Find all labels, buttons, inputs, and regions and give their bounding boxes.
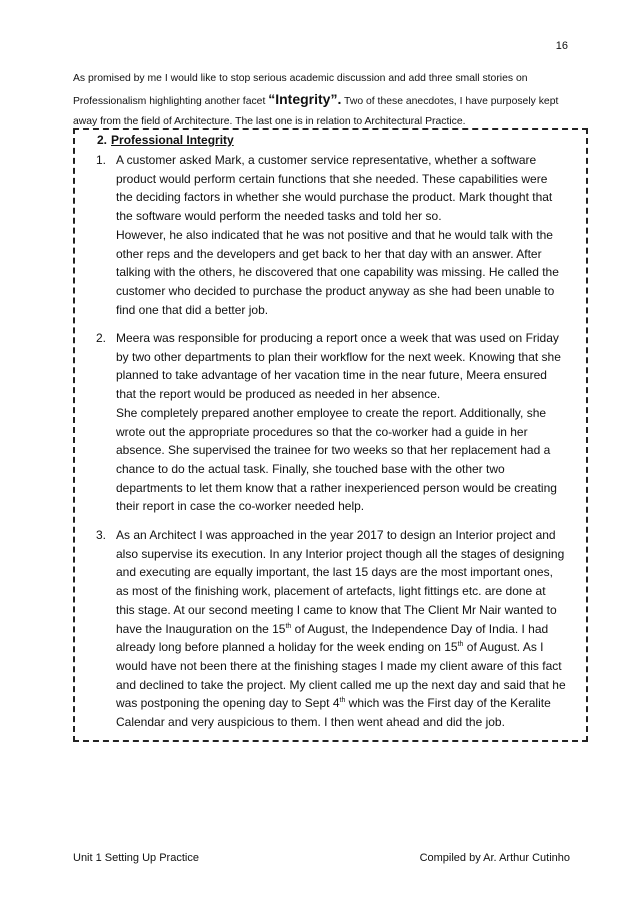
page-number: 16	[555, 40, 568, 52]
superscript: th	[457, 641, 464, 649]
section-number: 2.	[97, 133, 108, 147]
section-title: Professional Integrity	[111, 133, 234, 147]
story-text: As an Architect I was approached in the year 2017 to design an Interior project and also supervise its execution. In any Interior project though all the stages of designing and executing are equally important, the last 15 days are the most important ones, as most of the finishing work, placement of artefacts, light fittings etc. are done at this stage. At our second meeting I came to know that The Client Mr Nair wanted to have the Inauguration on the 15	[116, 528, 565, 636]
superscript: th	[285, 622, 292, 630]
footer-right: Compiled by Ar. Arthur Cutinho	[419, 852, 570, 864]
superscript: th	[339, 697, 346, 705]
intro-text-2: Two of these anecdotes, I have purposely kept away from the field of Architecture. The last one is in relation to Architectural Practice.	[73, 96, 559, 127]
footer-left: Unit 1 Setting Up Practice	[73, 852, 199, 864]
story-number: 1.	[96, 153, 107, 167]
story-number: 3.	[96, 528, 107, 542]
intro-paragraph	[73, 69, 568, 132]
intro-text-1: As promised by me I would like to stop serious academic discussion and add three small stories on Professionalism highlighting another facet	[73, 73, 528, 107]
intro-emphasis: “Integrity”.	[268, 91, 342, 107]
story-paragraph: Meera was responsible for producing a report once a week that was used on Friday by two other departments to plan their workflow for the next week. Knowing that she planned to take advantage of her vacation time in the near future, Meera ensured that the report would be produced as needed in her absence.	[116, 331, 561, 402]
section-heading	[97, 133, 234, 147]
story-1	[96, 151, 566, 319]
story-paragraph: A customer asked Mark, a customer service representative, whether a software product would perform certain functions that she needed. These capabilities were the deciding factors in whether she would purchase the product. Mark thought that the software would perform the needed tasks and told her so.	[116, 153, 553, 224]
story-3	[96, 526, 566, 732]
story-text: which was the First day of the Keralite Calendar and very auspicious to them. I then went ahead and did the job.	[116, 696, 551, 730]
story-paragraph	[116, 526, 566, 732]
story-2	[96, 329, 566, 516]
story-paragraph: However, he also indicated that he was not positive and that he would talk with the other reps and the developers and get back to her that day with an answer. After talking with the others, he discovered that one capability was missing. He called the customer who decided to purchase the product anyway as she had been unable to find one that did a better job.	[116, 227, 559, 317]
story-text: of August. As I would have not been there at the finishing stages I made my client aware of this fact and declined to take the project. My client called me up the next day and said that he was postponing the opening day to Sept 4	[116, 640, 566, 711]
story-number: 2.	[96, 331, 107, 345]
dashed-box	[73, 128, 588, 742]
story-text: of August, the Independence Day of India. I had already long before planned a holiday for the week ending on 15	[116, 621, 549, 655]
story-paragraph: She completely prepared another employee to create the report. Additionally, she wrote out the appropriate procedures so that the co-worker had a guide in her absence. She supervised the trainee for two weeks so that her replacement had a chance to do the actual task. Finally, she touched base with the other two departments to let them know that a rather inexperienced person would be creating their report in case the co-worker needed help.	[116, 405, 557, 514]
